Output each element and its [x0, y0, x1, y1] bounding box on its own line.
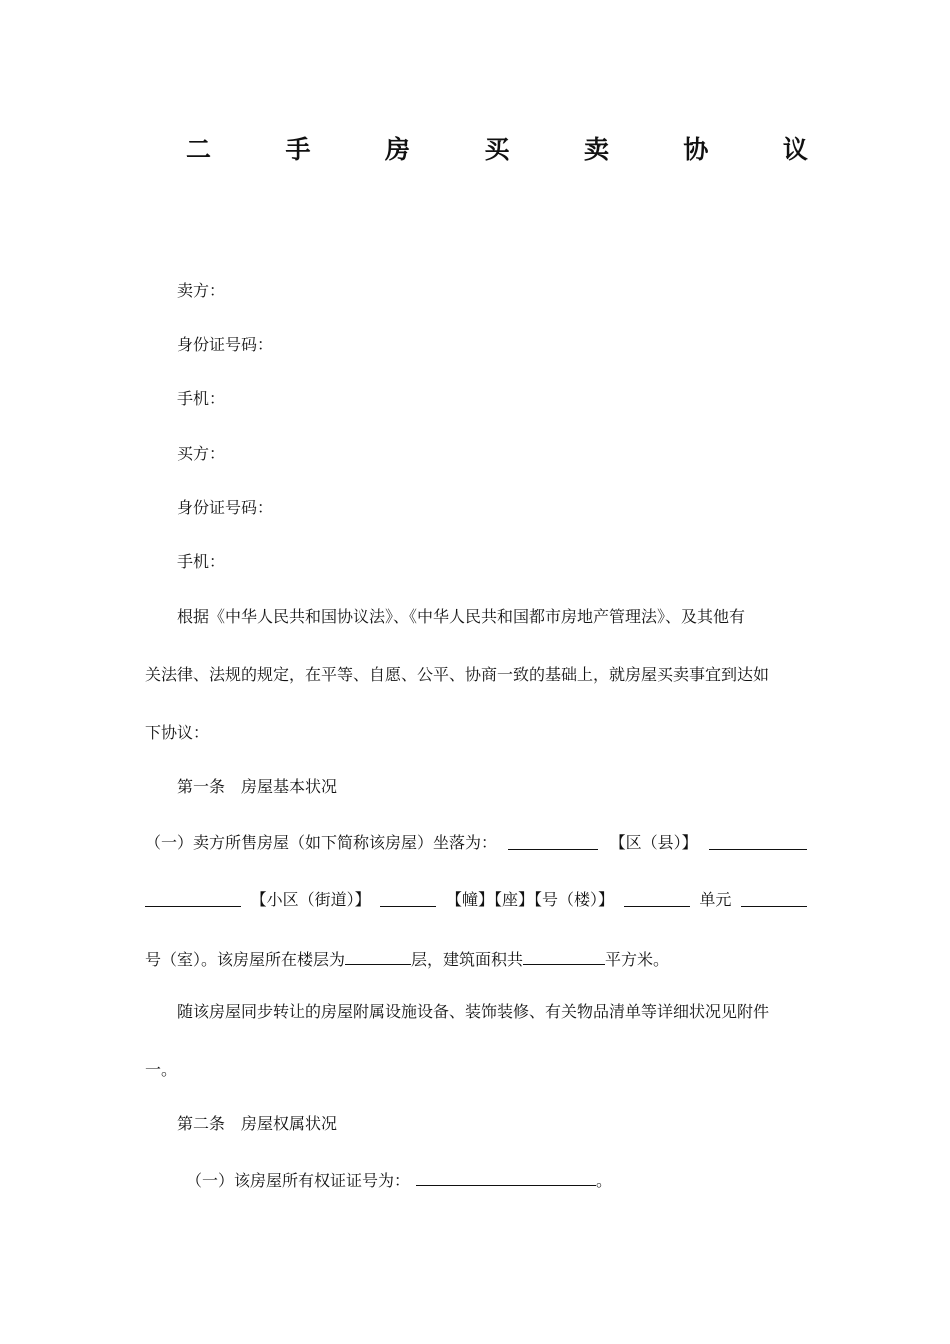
floor-area-line [145, 947, 669, 971]
floor-blank[interactable] [345, 947, 411, 965]
floor-label: 层，建筑面积共 [411, 950, 524, 969]
title-char: 议 [782, 135, 808, 164]
certificate-period: 。 [596, 1171, 613, 1190]
title-char: 手 [285, 135, 311, 164]
document-title [186, 134, 808, 166]
district-blank[interactable] [709, 832, 807, 850]
room-label: 号（室）。该房屋所在楼层为 [145, 950, 346, 969]
preamble-line: 关法律、法规的规定，在平等、自愿、公平、协商一致的基础上，就房屋买卖事宜到达如 [145, 665, 770, 684]
address-text: （一）卖方所售房屋（如下简称该房屋）坐落为： [145, 833, 498, 852]
buyer-phone-label: 手机： [177, 552, 226, 571]
title-char: 房 [384, 135, 410, 164]
district-label: 【区（县）】 [609, 833, 698, 852]
article2-heading: 第二条 房屋权属状况 [177, 1114, 338, 1133]
address-line-1 [145, 832, 807, 854]
seller-phone-label: 手机： [177, 389, 226, 408]
area-label: 平方米。 [605, 950, 670, 969]
area-blank[interactable] [523, 947, 605, 965]
room-blank[interactable] [741, 889, 807, 907]
article1-heading: 第一条 房屋基本状况 [177, 777, 338, 796]
unit-blank[interactable] [624, 889, 690, 907]
unit-label: 单元 [699, 890, 732, 909]
attachment-line: 随该房屋同步转让的房屋附属设施设备、装饰装修、有关物品清单等详细状况见附件 [177, 1002, 770, 1021]
title-char: 二 [186, 135, 212, 164]
preamble-line: 下协议： [145, 723, 210, 742]
seller-id-label: 身份证号码： [177, 335, 274, 354]
certificate-label: （一）该房屋所有权证证号为： [186, 1171, 411, 1190]
buyer-label: 买方： [177, 444, 226, 463]
buyer-id-label: 身份证号码： [177, 498, 274, 517]
street-blank[interactable] [508, 832, 598, 850]
preamble-line: 根据《中华人民共和国协议法》、《中华人民共和国都市房地产管理法》、及其他有 [177, 607, 746, 626]
title-char: 买 [484, 135, 510, 164]
community-blank[interactable] [145, 889, 241, 907]
title-char: 协 [683, 135, 709, 164]
community-label: 【小区（街道）】 [250, 890, 371, 909]
building-blank[interactable] [380, 889, 436, 907]
certificate-line [186, 1168, 612, 1192]
title-char: 卖 [583, 135, 609, 164]
building-label: 【幢】【座】【号（楼）】 [445, 890, 614, 909]
certificate-number-blank[interactable] [416, 1168, 596, 1186]
attachment-line: 一。 [145, 1060, 178, 1079]
address-line-2 [145, 889, 807, 911]
seller-label: 卖方： [177, 281, 226, 300]
